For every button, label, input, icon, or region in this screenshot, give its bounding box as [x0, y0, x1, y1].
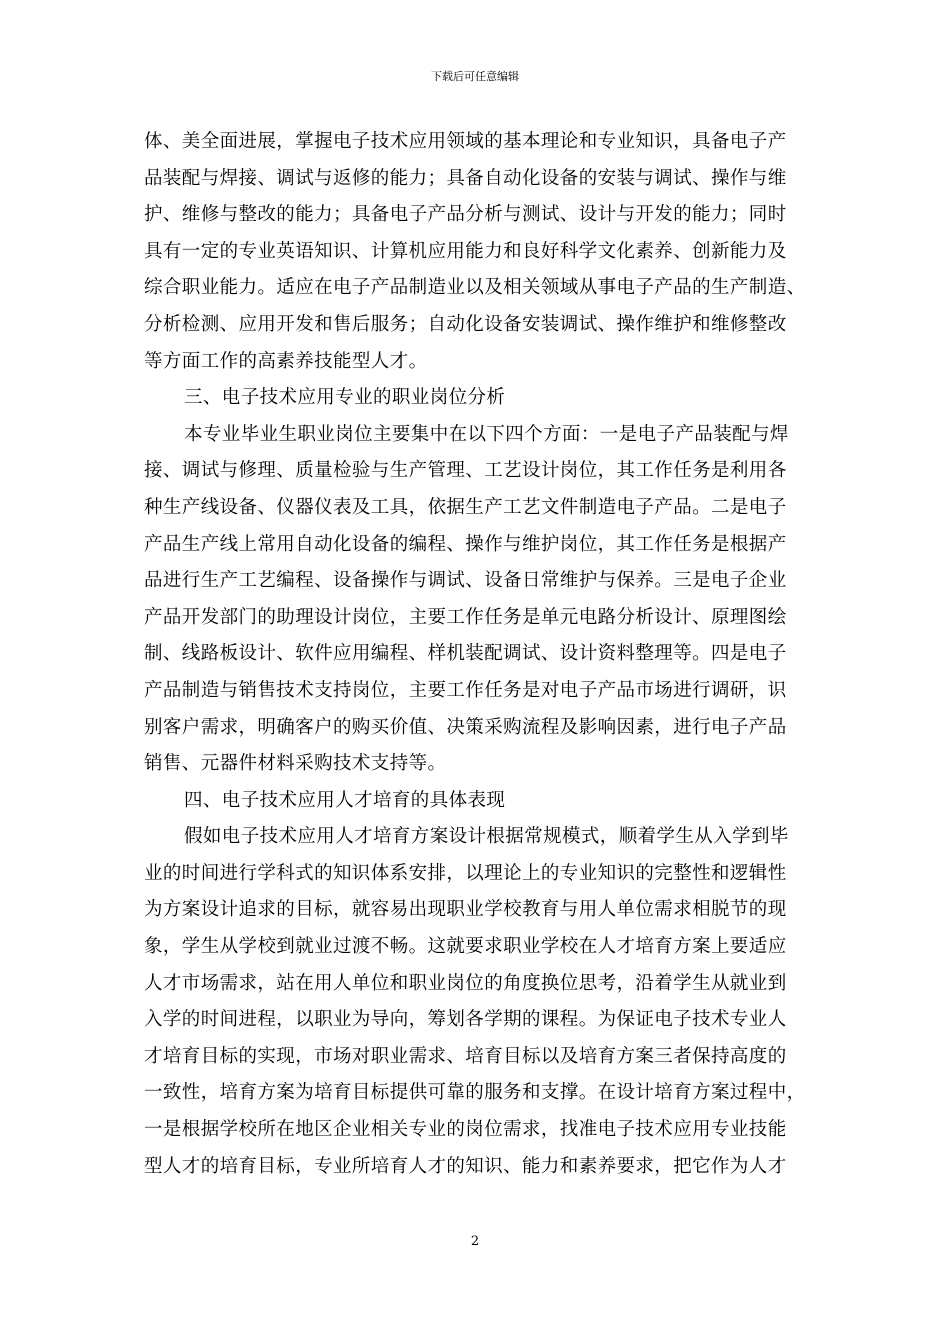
text-line: 假如电子技术应用人才培育方案设计根据常规模式，顺着学生从入学到毕 — [184, 826, 789, 848]
text-line: 别客户需求，明确客户的购买价值、决策采购流程及影响因素，进行电子产品 — [144, 716, 787, 738]
text-line: 制、线路板设计、软件应用编程、样机装配调试、设计资料整理等。四是电子 — [144, 643, 787, 665]
text-line: 销售、元器件材料采购技术支持等。 — [144, 753, 447, 775]
text-line: 品装配与焊接、调试与返修的能力；具备自动化设备的安装与调试、操作与维 — [144, 167, 787, 189]
text-line: 综合职业能力。适应在电子产品制造业以及相关领域从事电子产品的生产制造、 — [144, 277, 806, 299]
text-line: 型人才的培育目标，专业所培育人才的知识、能力和素养要求，把它作为人才 — [144, 1155, 787, 1177]
text-line: 为方案设计追求的目标，就容易出现职业学校教育与用人单位需求相脱节的现 — [144, 899, 787, 921]
text-line: 分析检测、应用开发和售后服务；自动化设备安装调试、操作维护和维修整改 — [144, 313, 787, 335]
text-line: 体、美全面进展，掌握电子技术应用领域的基本理论和专业知识，具备电子产 — [144, 131, 787, 152]
section-heading: 四、电子技术应用人才培育的具体表现 — [184, 789, 506, 811]
text-line: 一是根据学校所在地区企业相关专业的岗位需求，找准电子技术应用专业技能 — [144, 1119, 787, 1141]
document-body — [144, 124, 812, 1185]
text-line: 一致性，培育方案为培育目标提供可靠的服务和支撑。在设计培育方案过程中， — [144, 1082, 806, 1104]
text-line: 才培育目标的实现，市场对职业需求、培育目标以及培育方案三者保持高度的 — [144, 1045, 787, 1067]
text-line: 产品开发部门的助理设计岗位，主要工作任务是单元电路分析设计、原理图绘 — [144, 606, 787, 628]
text-line: 接、调试与修理、质量检验与生产管理、工艺设计岗位，其工作任务是利用各 — [144, 460, 787, 482]
text-line: 品进行生产工艺编程、设备操作与调试、设备日常维护与保养。三是电子企业 — [144, 570, 787, 592]
text-line: 护、维修与整改的能力；具备电子产品分析与测试、设计与开发的能力；同时 — [144, 204, 787, 226]
text-line: 产品生产线上常用自动化设备的编程、操作与维护岗位，其工作任务是根据产 — [144, 533, 787, 555]
section-heading: 三、电子技术应用专业的职业岗位分析 — [184, 387, 506, 409]
text-line: 种生产线设备、仪器仪表及工具，依据生产工艺文件制造电子产品。二是电子 — [144, 496, 787, 518]
text-line: 产品制造与销售技术支持岗位，主要工作任务是对电子产品市场进行调研，识 — [144, 679, 787, 701]
text-line: 具有一定的专业英语知识、计算机应用能力和良好科学文化素养、创新能力及 — [144, 240, 787, 262]
text-line: 人才市场需求，站在用人单位和职业岗位的角度换位思考，沿着学生从就业到 — [144, 972, 787, 994]
page-number: 2 — [470, 1234, 480, 1249]
text-line: 本专业毕业生职业岗位主要集中在以下四个方面：一是电子产品装配与焊 — [184, 423, 789, 445]
text-line: 象，学生从学校到就业过渡不畅。这就要求职业学校在人才培育方案上要适应 — [144, 936, 787, 958]
page-header: 下载后可任意编辑 — [431, 70, 519, 83]
text-line: 业的时间进行学科式的知识体系安排，以理论上的专业知识的完整性和逻辑性 — [144, 862, 787, 884]
text-line: 入学的时间进程，以职业为导向，筹划各学期的课程。为保证电子技术专业人 — [144, 1009, 787, 1031]
text-line: 等方面工作的高素养技能型人才。 — [144, 350, 428, 372]
